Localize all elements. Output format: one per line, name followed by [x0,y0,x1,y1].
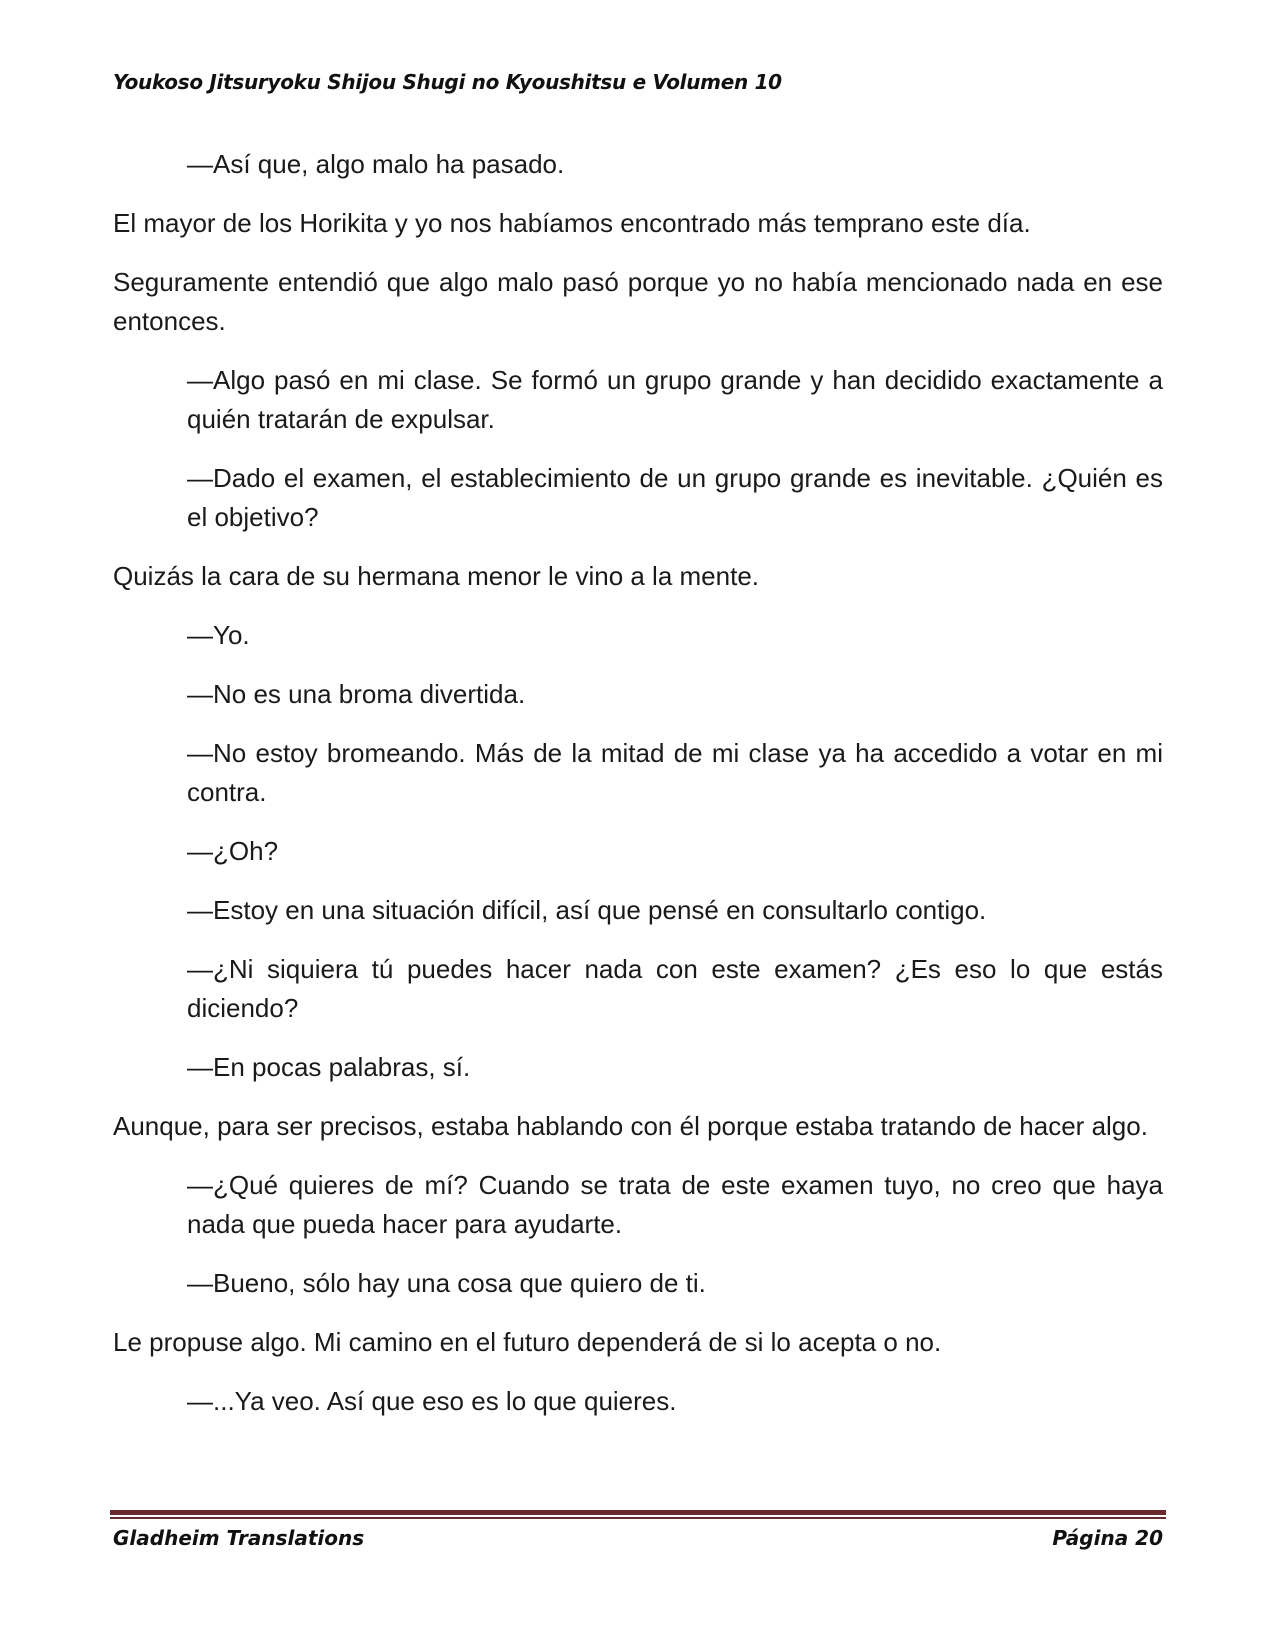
paragraph: —Bueno, sólo hay una cosa que quiero de ti. [187,1268,706,1298]
paragraph: Le propuse algo. Mi camino en el futuro dependerá de si lo acepta o no. [113,1327,942,1357]
paragraph: Quizás la cara de su hermana menor le vino a la mente. [113,561,760,591]
paragraph: —¿Qué quieres de mí? Cuando se trata de este examen tuyo, no creo que haya nada que pueda hacer para ayudarte. [187,1170,1163,1239]
paragraph: El mayor de los Horikita y yo nos habíamos encontrado más temprano este día. [113,208,1031,238]
paragraph: —Estoy en una situación difícil, así que pensé en consultarlo contigo. [187,895,987,925]
paragraph: Seguramente entendió que algo malo pasó porque yo no había mencionado nada en ese entonces. [113,267,1163,336]
running-header: Youkoso Jitsuryoku Shijou Shugi no Kyoushitsu e Volumen 10 [113,70,782,94]
footer-rule [110,1510,1166,1515]
paragraph: —Así que, algo malo ha pasado. [187,149,565,179]
page-body [113,145,1163,1421]
paragraph: —Dado el examen, el establecimiento de un grupo grande es inevitable. ¿Quién es el objetivo? [187,463,1163,532]
paragraph: —No es una broma divertida. [187,679,526,709]
page-number: Página 20 [1052,1526,1163,1550]
paragraph: —No estoy bromeando. Más de la mitad de mi clase ya ha accedido a votar en mi contra. [187,738,1163,807]
paragraph: —¿Oh? [187,836,279,866]
footer-rule-secondary [110,1517,1166,1519]
paragraph: —Algo pasó en mi clase. Se formó un grupo grande y han decidido exactamente a quién tratarán de expulsar. [187,365,1163,434]
paragraph: —Yo. [187,620,250,650]
paragraph: —...Ya veo. Así que eso es lo que quieres. [187,1386,677,1416]
paragraph: Aunque, para ser precisos, estaba hablando con él porque estaba tratando de hacer algo. [113,1111,1148,1141]
paragraph: —¿Ni siquiera tú puedes hacer nada con este examen? ¿Es eso lo que estás diciendo? [187,954,1163,1023]
paragraph: —En pocas palabras, sí. [187,1052,471,1082]
footer-credit: Gladheim Translations [113,1526,365,1550]
